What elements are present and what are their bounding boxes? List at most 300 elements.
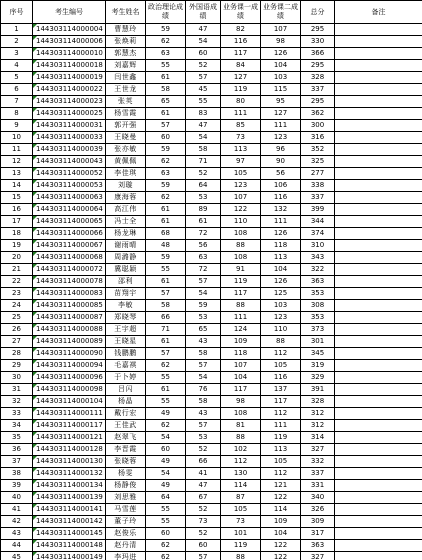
cell-total: 337	[301, 192, 335, 204]
cell-seq: 9	[1, 120, 33, 132]
cell-exam-no	[33, 336, 106, 348]
cell-total: 327	[301, 552, 335, 560]
cell-foreign: 53	[186, 312, 221, 324]
text-number-marker-icon	[33, 384, 37, 388]
cell-course1: 114	[221, 480, 261, 492]
cell-note	[335, 348, 422, 360]
cell-course2: 123	[261, 132, 301, 144]
exam-no-text: 144303114000149	[36, 553, 103, 560]
cell-course2: 122	[261, 492, 301, 504]
cell-foreign: 47	[186, 480, 221, 492]
table-row	[1, 468, 422, 480]
header-total: 总分	[301, 1, 335, 24]
cell-politics: 61	[146, 72, 186, 84]
text-number-marker-icon	[33, 492, 37, 496]
cell-course2: 107	[261, 24, 301, 36]
cell-name: 李敏	[106, 300, 146, 312]
exam-no-text: 144303114000063	[36, 193, 103, 201]
table-row	[1, 408, 422, 420]
cell-politics: 59	[146, 24, 186, 36]
cell-seq: 31	[1, 384, 33, 396]
cell-politics: 55	[146, 60, 186, 72]
cell-foreign: 54	[186, 288, 221, 300]
exam-no-text: 144303114000087	[36, 313, 103, 321]
text-number-marker-icon	[33, 180, 37, 184]
cell-course2: 115	[261, 84, 301, 96]
text-number-marker-icon	[33, 168, 37, 172]
exam-no-text: 144303114000072	[36, 265, 103, 273]
cell-foreign: 58	[186, 144, 221, 156]
cell-total: 300	[301, 120, 335, 132]
cell-name: 马雪莲	[106, 504, 146, 516]
cell-seq: 19	[1, 240, 33, 252]
cell-seq: 33	[1, 408, 33, 420]
cell-name: 李佳琪	[106, 168, 146, 180]
cell-total: 301	[301, 336, 335, 348]
text-number-marker-icon	[33, 432, 37, 436]
text-number-marker-icon	[33, 300, 37, 304]
text-number-marker-icon	[33, 132, 37, 136]
text-number-marker-icon	[33, 228, 37, 232]
cell-note	[335, 228, 422, 240]
cell-name: 郭开强	[106, 120, 146, 132]
table-row	[1, 168, 422, 180]
cell-foreign: 53	[186, 432, 221, 444]
table-row	[1, 432, 422, 444]
table-row	[1, 276, 422, 288]
cell-politics: 59	[146, 180, 186, 192]
cell-course2: 126	[261, 276, 301, 288]
cell-total: 310	[301, 240, 335, 252]
exam-no-text: 144303114000004	[36, 25, 103, 33]
cell-course2: 90	[261, 156, 301, 168]
cell-politics: 62	[146, 156, 186, 168]
exam-no-text: 144303114000053	[36, 181, 103, 189]
cell-exam-no	[33, 36, 106, 48]
cell-course1: 113	[221, 144, 261, 156]
cell-note	[335, 480, 422, 492]
cell-note	[335, 444, 422, 456]
exam-no-text: 144303114000022	[36, 85, 103, 93]
cell-note	[335, 540, 422, 552]
cell-course2: 112	[261, 348, 301, 360]
cell-note	[335, 264, 422, 276]
cell-seq: 45	[1, 552, 33, 560]
cell-course1: 84	[221, 60, 261, 72]
cell-note	[335, 120, 422, 132]
header-name: 考生姓名	[106, 1, 146, 24]
table-row	[1, 240, 422, 252]
exam-no-text: 144303114000067	[36, 241, 103, 249]
cell-total: 340	[301, 492, 335, 504]
cell-note	[335, 144, 422, 156]
cell-foreign: 73	[186, 516, 221, 528]
cell-seq: 16	[1, 204, 33, 216]
exam-no-text: 144303114000098	[36, 385, 103, 393]
cell-name: 王佳武	[106, 420, 146, 432]
cell-exam-no	[33, 504, 106, 516]
cell-foreign: 54	[186, 372, 221, 384]
cell-course2: 104	[261, 60, 301, 72]
table-row	[1, 144, 422, 156]
table-row	[1, 72, 422, 84]
table-row	[1, 396, 422, 408]
cell-exam-no	[33, 144, 106, 156]
cell-name: 董子玲	[106, 516, 146, 528]
cell-name: 刘思雅	[106, 492, 146, 504]
table-row	[1, 372, 422, 384]
cell-course2: 98	[261, 36, 301, 48]
cell-foreign: 52	[186, 444, 221, 456]
cell-seq: 2	[1, 36, 33, 48]
cell-course2: 137	[261, 384, 301, 396]
cell-note	[335, 300, 422, 312]
cell-total: 331	[301, 480, 335, 492]
text-number-marker-icon	[33, 324, 37, 328]
cell-name: 杨雪霞	[106, 108, 146, 120]
cell-foreign: 71	[186, 156, 221, 168]
cell-exam-no	[33, 408, 106, 420]
cell-politics: 58	[146, 84, 186, 96]
table-row	[1, 48, 422, 60]
exam-no-text: 144303114000134	[36, 481, 103, 489]
cell-name: 张焕莉	[106, 36, 146, 48]
cell-course1: 97	[221, 156, 261, 168]
cell-note	[335, 432, 422, 444]
cell-total: 343	[301, 252, 335, 264]
cell-foreign: 66	[186, 456, 221, 468]
table-row	[1, 348, 422, 360]
text-number-marker-icon	[33, 144, 37, 148]
text-number-marker-icon	[33, 84, 37, 88]
cell-total: 312	[301, 408, 335, 420]
table-row	[1, 444, 422, 456]
exam-no-text: 144303114000033	[36, 133, 103, 141]
table-row	[1, 384, 422, 396]
header-course2: 业务课二成绩	[261, 1, 301, 24]
cell-exam-no	[33, 240, 106, 252]
text-number-marker-icon	[33, 336, 37, 340]
cell-politics: 60	[146, 444, 186, 456]
cell-total: 362	[301, 108, 335, 120]
cell-politics: 64	[146, 492, 186, 504]
cell-name: 苗翔宇	[106, 288, 146, 300]
cell-total: 373	[301, 324, 335, 336]
cell-seq: 23	[1, 288, 33, 300]
cell-exam-no	[33, 276, 106, 288]
cell-seq: 25	[1, 312, 33, 324]
cell-seq: 12	[1, 156, 33, 168]
cell-course1: 117	[221, 384, 261, 396]
cell-course2: 121	[261, 480, 301, 492]
table-row	[1, 96, 422, 108]
cell-note	[335, 528, 422, 540]
cell-course2: 113	[261, 252, 301, 264]
cell-politics: 63	[146, 48, 186, 60]
text-number-marker-icon	[33, 264, 37, 268]
cell-course2: 118	[261, 240, 301, 252]
cell-seq: 18	[1, 228, 33, 240]
exam-no-text: 144303114000083	[36, 289, 103, 297]
cell-course1: 108	[221, 408, 261, 420]
cell-name: 曹慧玲	[106, 24, 146, 36]
cell-exam-no	[33, 48, 106, 60]
cell-course1: 109	[221, 336, 261, 348]
cell-exam-no	[33, 540, 106, 552]
exam-no-text: 144303114000128	[36, 445, 103, 453]
text-number-marker-icon	[33, 204, 37, 208]
cell-foreign: 52	[186, 168, 221, 180]
cell-exam-no	[33, 96, 106, 108]
cell-exam-no	[33, 120, 106, 132]
exam-no-text: 144303114000018	[36, 61, 103, 69]
text-number-marker-icon	[33, 120, 37, 124]
text-number-marker-icon	[33, 456, 37, 460]
text-number-marker-icon	[33, 348, 37, 352]
exam-no-text: 144303114000088	[36, 325, 103, 333]
cell-seq: 34	[1, 420, 33, 432]
cell-name: 王晓星	[106, 336, 146, 348]
exam-no-text: 144303114000065	[36, 217, 103, 225]
cell-course1: 104	[221, 372, 261, 384]
table-row	[1, 156, 422, 168]
table-row	[1, 312, 422, 324]
cell-exam-no	[33, 60, 106, 72]
cell-name: 李玛进	[106, 552, 146, 560]
cell-exam-no	[33, 372, 106, 384]
cell-course2: 112	[261, 468, 301, 480]
cell-course1: 105	[221, 504, 261, 516]
text-number-marker-icon	[33, 312, 37, 316]
cell-course1: 85	[221, 120, 261, 132]
cell-politics: 60	[146, 528, 186, 540]
text-number-marker-icon	[33, 24, 37, 28]
cell-note	[335, 108, 422, 120]
cell-exam-no	[33, 264, 106, 276]
cell-total: 319	[301, 360, 335, 372]
cell-note	[335, 396, 422, 408]
cell-course1: 119	[221, 276, 261, 288]
cell-foreign: 45	[186, 84, 221, 96]
cell-note	[335, 216, 422, 228]
cell-exam-no	[33, 396, 106, 408]
cell-exam-no	[33, 84, 106, 96]
table-body	[1, 24, 422, 560]
cell-note	[335, 360, 422, 372]
cell-note	[335, 204, 422, 216]
cell-name: 戴行宏	[106, 408, 146, 420]
cell-foreign: 67	[186, 492, 221, 504]
cell-total: 399	[301, 204, 335, 216]
exam-no-text: 144303114000078	[36, 277, 103, 285]
cell-seq: 22	[1, 276, 33, 288]
cell-politics: 57	[146, 348, 186, 360]
cell-total: 363	[301, 276, 335, 288]
exam-no-text: 144303114000066	[36, 229, 103, 237]
cell-course2: 109	[261, 516, 301, 528]
cell-politics: 54	[146, 432, 186, 444]
cell-foreign: 89	[186, 204, 221, 216]
cell-name: 王晓曼	[106, 132, 146, 144]
cell-exam-no	[33, 108, 106, 120]
exam-no-text: 144303114000064	[36, 205, 103, 213]
cell-note	[335, 72, 422, 84]
cell-seq: 7	[1, 96, 33, 108]
text-number-marker-icon	[33, 504, 37, 508]
cell-foreign: 43	[186, 336, 221, 348]
cell-total: 353	[301, 312, 335, 324]
cell-course1: 116	[221, 36, 261, 48]
text-number-marker-icon	[33, 552, 37, 556]
cell-foreign: 60	[186, 48, 221, 60]
table-row	[1, 216, 422, 228]
cell-total: 277	[301, 168, 335, 180]
cell-total: 316	[301, 132, 335, 144]
cell-foreign: 57	[186, 360, 221, 372]
cell-exam-no	[33, 528, 106, 540]
cell-seq: 11	[1, 144, 33, 156]
cell-course1: 123	[221, 180, 261, 192]
cell-politics: 66	[146, 312, 186, 324]
cell-course2: 116	[261, 372, 301, 384]
cell-name: 杨静俊	[106, 480, 146, 492]
cell-name: 高江伟	[106, 204, 146, 216]
cell-politics: 57	[146, 288, 186, 300]
cell-foreign: 61	[186, 216, 221, 228]
cell-name: 刘嘉辉	[106, 60, 146, 72]
cell-politics: 62	[146, 192, 186, 204]
cell-note	[335, 24, 422, 36]
cell-seq: 3	[1, 48, 33, 60]
cell-seq: 32	[1, 396, 33, 408]
text-number-marker-icon	[33, 408, 37, 412]
cell-politics: 59	[146, 144, 186, 156]
exam-no-text: 144303114000090	[36, 349, 103, 357]
cell-exam-no	[33, 384, 106, 396]
exam-no-text: 144303114000148	[36, 541, 103, 549]
cell-name: 康海蓉	[106, 192, 146, 204]
cell-exam-no	[33, 24, 106, 36]
cell-exam-no	[33, 444, 106, 456]
cell-course1: 73	[221, 516, 261, 528]
cell-foreign: 72	[186, 228, 221, 240]
cell-exam-no	[33, 432, 106, 444]
cell-exam-no	[33, 300, 106, 312]
header-politics: 政治理论成绩	[146, 1, 186, 24]
cell-foreign: 64	[186, 180, 221, 192]
table-row	[1, 180, 422, 192]
cell-total: 330	[301, 36, 335, 48]
exam-no-text: 144303114000019	[36, 73, 103, 81]
cell-foreign: 52	[186, 60, 221, 72]
exam-no-text: 144303114000025	[36, 109, 103, 117]
cell-foreign: 54	[186, 132, 221, 144]
text-number-marker-icon	[33, 60, 37, 64]
table-row	[1, 552, 422, 560]
cell-politics: 62	[146, 360, 186, 372]
exam-no-text: 144303114000132	[36, 469, 103, 477]
cell-politics: 55	[146, 372, 186, 384]
cell-seq: 15	[1, 192, 33, 204]
cell-politics: 49	[146, 456, 186, 468]
cell-note	[335, 192, 422, 204]
cell-course1: 107	[221, 360, 261, 372]
cell-name: 刘璇	[106, 180, 146, 192]
cell-course2: 105	[261, 456, 301, 468]
cell-course1: 119	[221, 84, 261, 96]
cell-name: 黄佩佩	[106, 156, 146, 168]
cell-course2: 111	[261, 216, 301, 228]
cell-course1: 105	[221, 168, 261, 180]
cell-note	[335, 288, 422, 300]
cell-course2: 111	[261, 120, 301, 132]
cell-foreign: 52	[186, 528, 221, 540]
cell-exam-no	[33, 180, 106, 192]
exam-no-text: 144303114000039	[36, 145, 103, 153]
cell-exam-no	[33, 156, 106, 168]
cell-foreign: 58	[186, 396, 221, 408]
cell-total: 309	[301, 516, 335, 528]
cell-total: 328	[301, 396, 335, 408]
cell-seq: 20	[1, 252, 33, 264]
cell-politics: 55	[146, 264, 186, 276]
cell-total: 332	[301, 456, 335, 468]
cell-total: 337	[301, 84, 335, 96]
cell-course1: 88	[221, 240, 261, 252]
text-number-marker-icon	[33, 252, 37, 256]
exam-no-text: 144303114000142	[36, 517, 103, 525]
cell-course1: 117	[221, 288, 261, 300]
cell-course2: 103	[261, 72, 301, 84]
cell-politics: 55	[146, 516, 186, 528]
cell-total: 344	[301, 216, 335, 228]
cell-total: 325	[301, 156, 335, 168]
cell-course1: 122	[221, 204, 261, 216]
cell-foreign: 63	[186, 252, 221, 264]
cell-seq: 4	[1, 60, 33, 72]
cell-name: 赵丹清	[106, 540, 146, 552]
cell-name: 毛嘉祺	[106, 360, 146, 372]
cell-seq: 17	[1, 216, 33, 228]
cell-politics: 68	[146, 228, 186, 240]
cell-total: 352	[301, 144, 335, 156]
cell-politics: 49	[146, 480, 186, 492]
cell-seq: 13	[1, 168, 33, 180]
cell-course2: 119	[261, 432, 301, 444]
cell-course2: 56	[261, 168, 301, 180]
exam-no-text: 144303114000111	[36, 409, 103, 417]
cell-exam-no	[33, 456, 106, 468]
cell-exam-no	[33, 312, 106, 324]
cell-course1: 87	[221, 492, 261, 504]
cell-seq: 10	[1, 132, 33, 144]
cell-foreign: 57	[186, 420, 221, 432]
cell-exam-no	[33, 168, 106, 180]
exam-no-text: 144303114000130	[36, 457, 103, 465]
cell-course2: 88	[261, 336, 301, 348]
cell-note	[335, 408, 422, 420]
cell-note	[335, 132, 422, 144]
cell-seq: 29	[1, 360, 33, 372]
exam-no-text: 144303114000104	[36, 397, 103, 405]
cell-name: 张亦敏	[106, 144, 146, 156]
text-number-marker-icon	[33, 48, 37, 52]
exam-no-text: 144303114000139	[36, 493, 103, 501]
cell-note	[335, 552, 422, 560]
cell-exam-no	[33, 468, 106, 480]
cell-exam-no	[33, 72, 106, 84]
cell-course1: 130	[221, 468, 261, 480]
